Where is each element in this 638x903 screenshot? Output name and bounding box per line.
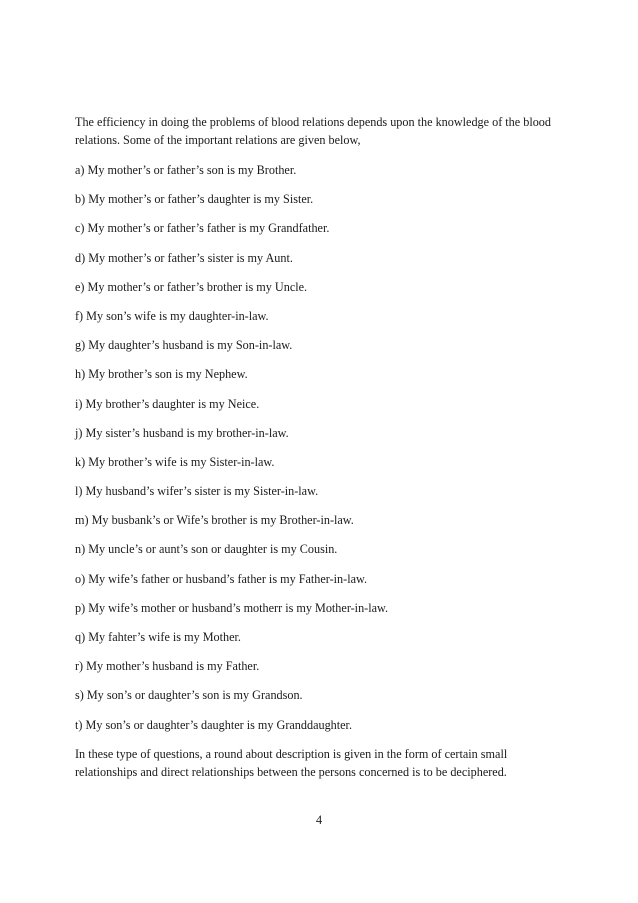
relation-item-e: e) My mother’s or father’s brother is my Uncle. [75, 279, 308, 294]
relation-item-f: f) My son’s wife is my daughter-in-law. [75, 308, 269, 323]
relation-item-t: t) My son’s or daughter’s daughter is my Granddaughter. [75, 717, 352, 732]
relation-item-q: q) My fahter’s wife is my Mother. [75, 630, 241, 644]
relation-item-a: a) My mother’s or father’s son is my Brother. [75, 163, 297, 177]
relation-item-b: b) My mother’s or father’s daughter is my Sister. [75, 192, 314, 207]
relation-item-d: d) My mother’s or father’s sister is my Aunt. [75, 250, 293, 265]
relation-item-j: j) My sister’s husband is my brother-in-law. [75, 425, 289, 440]
relation-item-c: c) My mother’s or father’s father is my Grandfather. [75, 221, 330, 236]
outro-paragraph: In these type of questions, a round about description is given in the form of certain small relationships and direct relationships between the persons concerned is to be deciphered. [75, 746, 508, 779]
relation-item-r: r) My mother’s husband is my Father. [75, 659, 260, 674]
relation-item-o: o) My wife’s father or husband’s father is my Father-in-law. [75, 571, 368, 586]
relation-item-m: m) My busbank’s or Wife’s brother is my Brother-in-law. [75, 513, 354, 528]
page-content [75, 113, 565, 781]
relation-item-n: n) My uncle’s or aunt’s son or daughter is my Cousin. [75, 542, 338, 557]
page-number: 4 [315, 813, 323, 827]
relation-item-h: h) My brother’s son is my Nephew. [75, 367, 248, 382]
relation-item-k: k) My brother’s wife is my Sister-in-law. [75, 454, 275, 469]
relation-item-p: p) My wife’s mother or husband’s motherr is my Mother-in-law. [75, 600, 389, 615]
relation-item-l: l) My husband’s wifer’s sister is my Sister-in-law. [75, 484, 319, 499]
relation-item-i: i) My brother’s daughter is my Neice. [75, 396, 260, 411]
relation-item-s: s) My son’s or daughter’s son is my Grandson. [75, 688, 303, 703]
relations-list [75, 161, 565, 734]
intro-paragraph: The efficiency in doing the problems of blood relations depends upon the knowledge of the blood relations. Some of the important relations are given below, [75, 115, 551, 147]
relation-item-g: g) My daughter’s husband is my Son-in-law. [75, 338, 293, 353]
